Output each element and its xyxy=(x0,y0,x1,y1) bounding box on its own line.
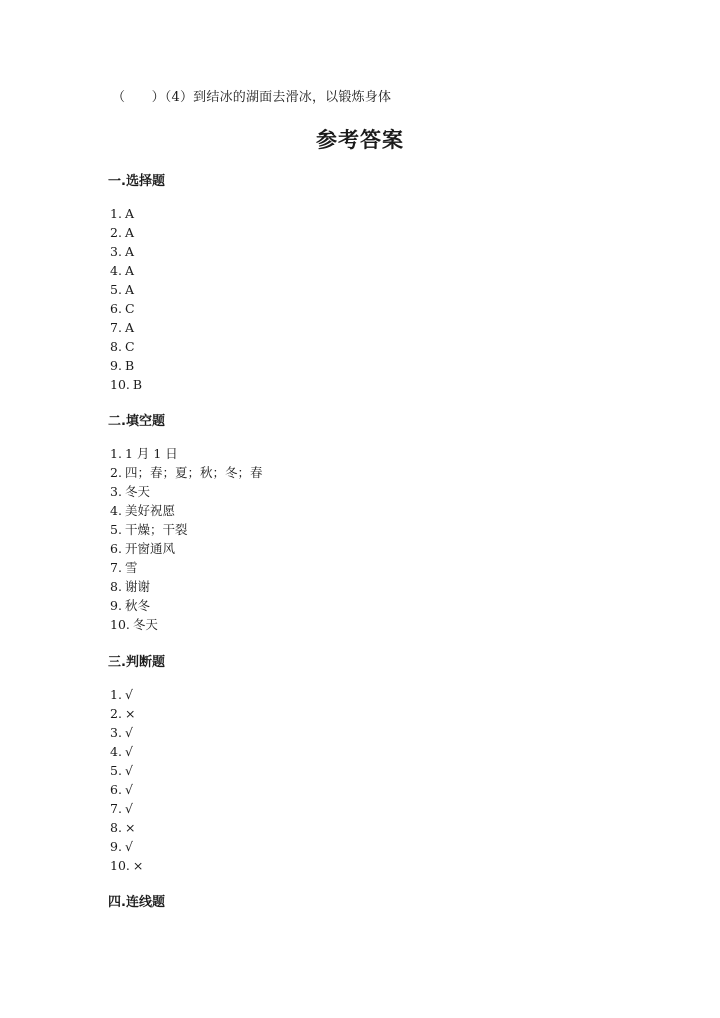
section-heading-choice: 一.选择题 xyxy=(108,174,165,189)
answer-value: × xyxy=(132,858,144,873)
answer-number: 4. xyxy=(110,503,122,518)
answer-item xyxy=(110,761,143,780)
answer-value: A xyxy=(124,263,134,278)
answer-list-choice xyxy=(110,204,142,394)
answer-number: 9. xyxy=(110,358,122,373)
answer-number: 3. xyxy=(110,725,122,740)
answer-value: × xyxy=(124,820,136,835)
answer-item xyxy=(110,704,143,723)
answer-item xyxy=(110,223,142,242)
answer-item xyxy=(110,356,142,375)
answer-item xyxy=(110,685,143,704)
answer-value: 1 月 1 日 xyxy=(124,446,178,461)
answer-item xyxy=(110,818,143,837)
answer-item xyxy=(110,501,262,520)
answer-value: √ xyxy=(124,801,133,816)
answer-value: 开窗通风 xyxy=(124,541,175,556)
answer-number: 9. xyxy=(110,598,122,613)
answer-value: √ xyxy=(124,763,133,778)
answer-item xyxy=(110,280,142,299)
answer-number: 4. xyxy=(110,744,122,759)
section-heading-fill-blank: 二.填空题 xyxy=(108,414,165,429)
answer-item xyxy=(110,318,142,337)
answer-number: 8. xyxy=(110,820,122,835)
answer-number: 5. xyxy=(110,522,122,537)
answer-value: 冬天 xyxy=(124,484,150,499)
answer-number: 10. xyxy=(110,858,130,873)
answer-list-fill-blank xyxy=(110,444,262,634)
answer-value: 冬天 xyxy=(132,617,158,632)
section-heading-matching: 四.连线题 xyxy=(108,895,165,910)
answer-item xyxy=(110,742,143,761)
answer-item xyxy=(110,723,143,742)
answer-number: 8. xyxy=(110,339,122,354)
answer-number: 1. xyxy=(110,687,122,702)
answer-number: 2. xyxy=(110,706,122,721)
answer-number: 7. xyxy=(110,801,122,816)
answer-item xyxy=(110,558,262,577)
answer-value: B xyxy=(132,377,143,392)
answer-number: 6. xyxy=(110,541,122,556)
answer-value: √ xyxy=(124,744,133,759)
answer-value: √ xyxy=(124,725,133,740)
answer-value: √ xyxy=(124,782,133,797)
answer-item xyxy=(110,615,262,634)
answer-item xyxy=(110,261,142,280)
answer-value: C xyxy=(124,339,135,354)
answer-number: 6. xyxy=(110,301,122,316)
answer-value: A xyxy=(124,282,134,297)
answer-number: 5. xyxy=(110,282,122,297)
answer-number: 2. xyxy=(110,225,122,240)
answer-number: 10. xyxy=(110,377,130,392)
answer-value: A xyxy=(124,244,134,259)
answer-value: × xyxy=(124,706,136,721)
answer-number: 3. xyxy=(110,244,122,259)
answer-number: 9. xyxy=(110,839,122,854)
answer-item xyxy=(110,799,143,818)
answer-value: A xyxy=(124,206,134,221)
answer-number: 2. xyxy=(110,465,122,480)
answer-value: 秋冬 xyxy=(124,598,150,613)
answer-number: 7. xyxy=(110,560,122,575)
answer-item xyxy=(110,242,142,261)
answer-item xyxy=(110,780,143,799)
answer-number: 6. xyxy=(110,782,122,797)
answer-value: C xyxy=(124,301,135,316)
answer-value: A xyxy=(124,320,134,335)
question-line: （ ）（4）到结冰的湖面去滑冰，以锻炼身体 xyxy=(112,90,392,105)
answer-item xyxy=(110,463,262,482)
answer-item xyxy=(110,299,142,318)
answer-value: 干燥；干裂 xyxy=(124,522,188,537)
answer-value: 美好祝愿 xyxy=(124,503,175,518)
answer-item xyxy=(110,482,262,501)
answer-item xyxy=(110,577,262,596)
answer-item xyxy=(110,375,142,394)
answer-list-true-false xyxy=(110,685,143,875)
answer-number: 10. xyxy=(110,617,130,632)
answer-item xyxy=(110,337,142,356)
answer-value: B xyxy=(124,358,135,373)
answer-key-title: 参考答案 xyxy=(316,128,404,152)
answer-value: A xyxy=(124,225,134,240)
answer-item xyxy=(110,520,262,539)
answer-item xyxy=(110,596,262,615)
answer-number: 3. xyxy=(110,484,122,499)
answer-item xyxy=(110,204,142,223)
answer-value: 雪 xyxy=(124,560,138,575)
answer-value: 四；春；夏；秋；冬；春 xyxy=(124,465,263,480)
answer-item xyxy=(110,837,143,856)
answer-item xyxy=(110,539,262,558)
answer-number: 7. xyxy=(110,320,122,335)
answer-value: 谢谢 xyxy=(124,579,150,594)
answer-number: 5. xyxy=(110,763,122,778)
answer-value: √ xyxy=(124,687,133,702)
section-heading-true-false: 三.判断题 xyxy=(108,655,165,670)
answer-item xyxy=(110,444,262,463)
answer-value: √ xyxy=(124,839,133,854)
answer-number: 1. xyxy=(110,446,122,461)
answer-item xyxy=(110,856,143,875)
answer-number: 1. xyxy=(110,206,122,221)
answer-number: 8. xyxy=(110,579,122,594)
answer-number: 4. xyxy=(110,263,122,278)
